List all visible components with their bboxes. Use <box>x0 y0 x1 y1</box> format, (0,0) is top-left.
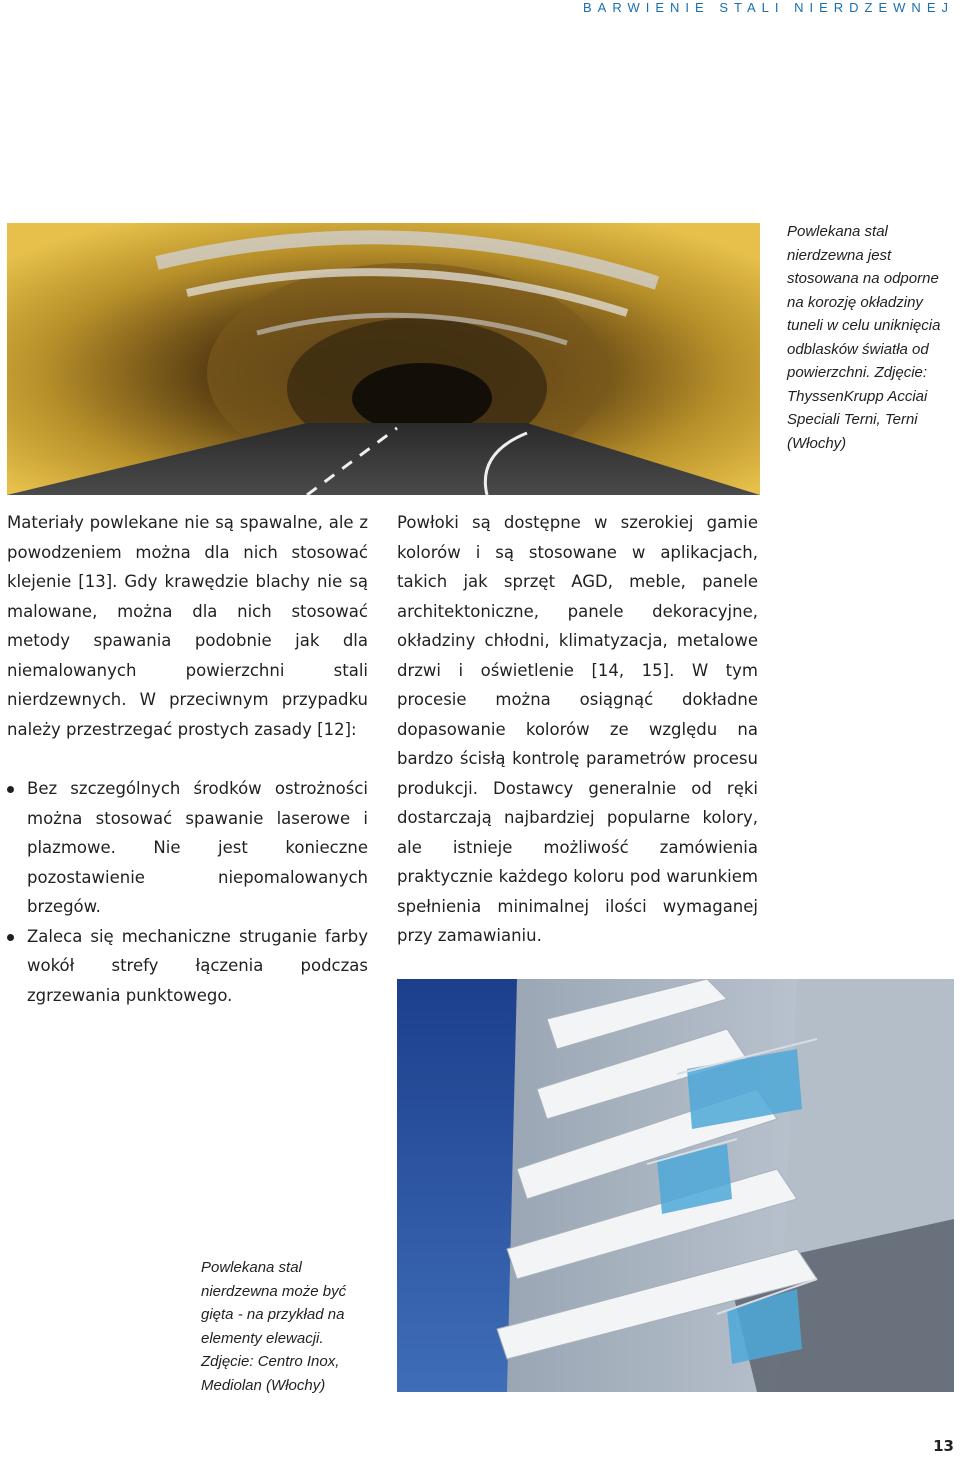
right-paragraph: Powłoki są dostępne w szerokiej gamie kolorów i są stosowane w aplikacjach, takich jak sprzęt AGD, meble, panele architektoniczne, panele dekoracyjne, okładziny chłodni, klimatyzacja, metalowe drzwi i oświetlenie [14, 15]. W tym procesie można osiągnąć dokładne dopasowanie kolorów ze względu na bardzo ścisłą kontrolę parametrów procesu produkcji. Dostawcy generalnie od ręki dostarczają najbardziej popularne kolory, ale istnieje możliwość zamówienia praktycznie każdego koloru pod warunkiem spełnienia minimalnej ilości wymaganej przy zamawianiu. <box>397 513 758 945</box>
figure-caption-tunnel: Powlekana stal nierdzewna jest stosowana na odporne na korozję okładziny tuneli w celu uniknięcia odblasków światła od powierzchni. Zdjęcie: ThyssenKrupp Acciai Speciali Terni, Terni (Włochy) <box>787 223 941 452</box>
bullet-dot <box>7 934 14 941</box>
left-column <box>7 508 368 1010</box>
bullet-text: Bez szczególnych środków ostrożności można stosować spawanie laserowe i plazmowe. Nie jest konieczne pozostawienie niepomalowanych brzegów. <box>27 779 368 916</box>
tunnel-illustration <box>7 223 760 495</box>
list-item <box>7 922 368 1011</box>
bullet-list <box>7 774 368 1010</box>
bullet-text: Zaleca się mechaniczne struganie farby wokół strefy łączenia podczas zgrzewania punktowego. <box>27 926 368 1005</box>
right-column <box>397 508 758 951</box>
bullet-dot <box>7 786 14 793</box>
list-item <box>7 774 368 922</box>
page-number: 13 <box>933 1437 954 1455</box>
tunnel-photo <box>7 223 760 495</box>
left-paragraph: Materiały powlekane nie są spawalne, ale z powodzeniem można dla nich stosować klejenie [13]. Gdy krawędzie blachy nie są malowane, można dla nich stosować metody spawania podobnie jak dla niemalowanych powierzchni stali nierdzewnych. W przeciwnym przypadku należy przestrzegać prostych zasady [12]: <box>7 513 368 739</box>
figure-caption-facade: Powlekana stal nierdzewna może być gięta - na przykład na elementy elewacji. Zdjęcie: Centro Inox, Mediolan (Włochy) <box>201 1259 347 1394</box>
building-photo <box>397 979 954 1392</box>
running-header: BARWIENIE STALI NIERDZEWNEJ <box>583 0 954 15</box>
building-illustration <box>397 979 954 1392</box>
